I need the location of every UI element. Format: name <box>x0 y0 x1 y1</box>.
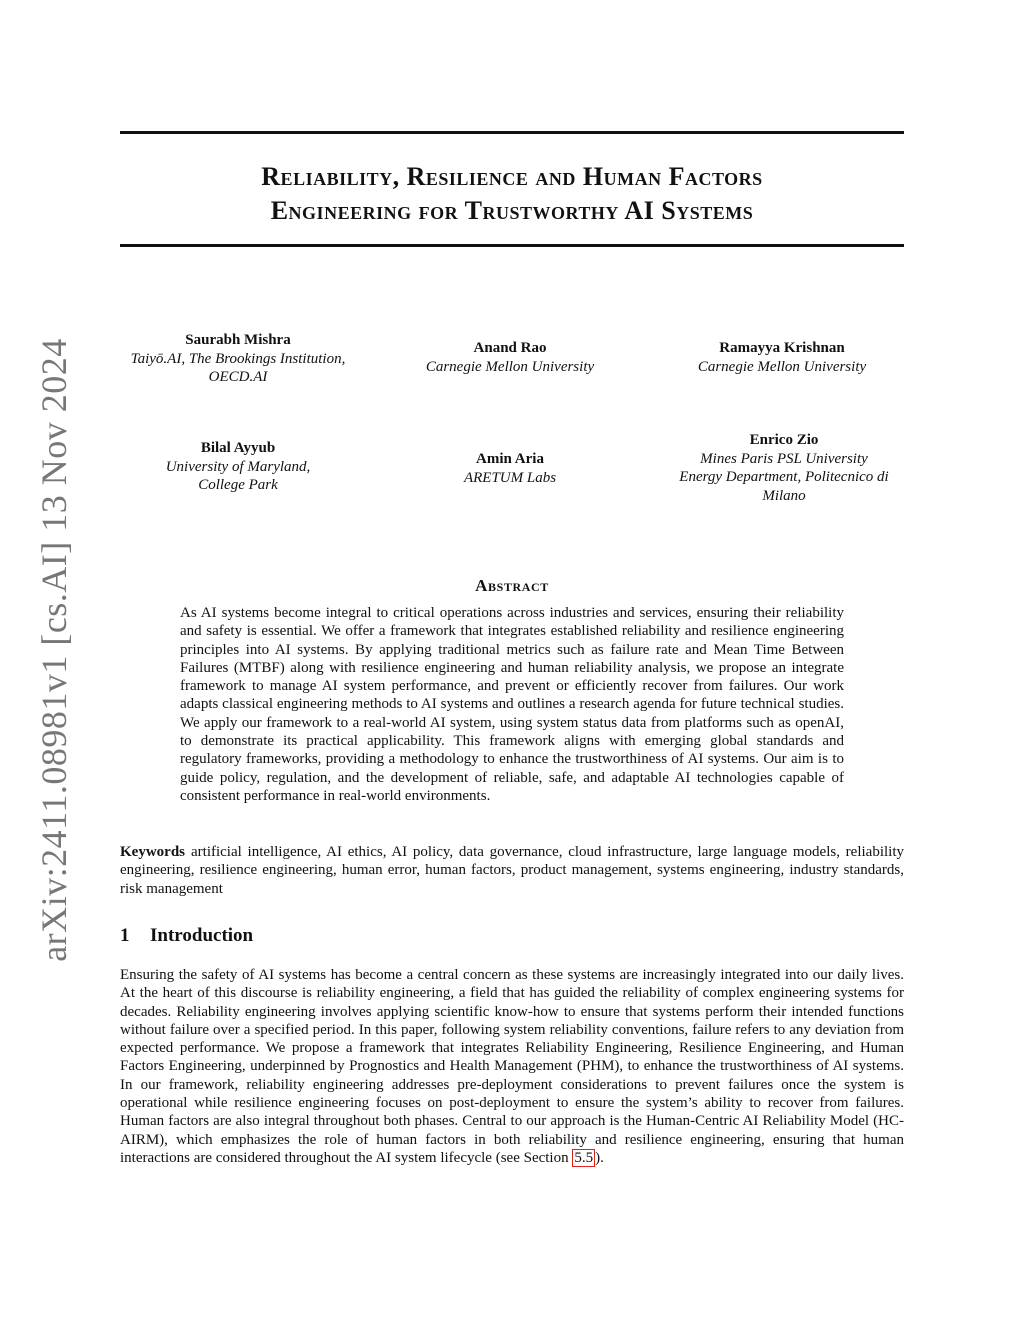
keywords-text: artificial intelligence, AI ethics, AI policy, data governance, cloud infrastructure, large language models, reliability engineering, resilience engineering, human error, human factors, product management, systems engineering, industry standards, risk management <box>120 844 904 897</box>
title-rule-top <box>120 131 904 134</box>
intro-text: Ensuring the safety of AI systems has become a central concern as these systems are increasingly integrated into our daily lives. At the heart of this discourse is reliability engineering, a field that has guided the reliability of complex engineering systems for decades. Reliability engineering involves applying scientific know-how to ensure that systems perform their intended functions without failure over a specified period. In this paper, following system reliability conventions, failure refers to any deviation from expected performance. We propose a framework that integrates Reliability Engineering, Resilience Engineering, and Human Factors Engineering, underpinned by Prognostics and Health Management (PHM), to enhance the trustworthiness of AI systems. In our framework, reliability engineering addresses pre-deployment considerations to prevent failures once the system is operational while resilience engineering focuses on post-deployment to ensure the system’s ability to recover from failures. Human factors are also integral throughout both phases. Central to our approach is the Human-Centric AI Reliability Model (HC-AIRM), which emphasizes the role of human factors in both reliability and resilience engineering, ensuring that human interactions are considered throughout the AI system lifecycle (see Section <box>120 967 904 1166</box>
section-title: Introduction <box>150 925 254 946</box>
author-affiliation: Carnegie Mellon University <box>425 358 595 375</box>
author-affiliation: Carnegie Mellon University <box>697 358 867 375</box>
author-block <box>400 450 620 487</box>
introduction-paragraph <box>120 966 904 1167</box>
author-name: Saurabh Mishra <box>185 332 291 348</box>
author-block <box>116 331 360 387</box>
keywords <box>120 843 904 898</box>
section-number: 1 <box>120 925 130 946</box>
author-block <box>658 431 910 505</box>
author-block <box>668 339 896 376</box>
author-name: Bilal Ayyub <box>200 440 276 456</box>
author-name: Anand Rao <box>473 340 547 356</box>
author-affiliation: Mines Paris PSL University <box>700 450 868 467</box>
section-heading <box>120 925 253 947</box>
author-affiliation: ARETUM Labs <box>463 469 557 486</box>
keywords-label: Keywords <box>120 844 185 860</box>
author-block <box>400 339 620 376</box>
title-rule-bottom <box>120 244 904 247</box>
author-name: Enrico Zio <box>749 432 819 448</box>
arxiv-identifier[interactable]: arXiv:2411.08981v1 [cs.AI] 13 Nov 2024 <box>34 338 74 962</box>
author-name: Ramayya Krishnan <box>719 340 845 356</box>
author-affiliation: Energy Department, Politecnico di <box>679 469 889 485</box>
author-affiliation: Taiyō.AI, The Brookings Institution, <box>130 350 346 367</box>
author-affiliation: Milano <box>762 487 806 504</box>
section-reference-link[interactable]: 5.5 <box>574 1149 594 1166</box>
paper-title <box>120 160 904 228</box>
author-block <box>116 439 360 495</box>
author-affiliation: University of Maryland, <box>165 458 311 475</box>
intro-text-end: ). <box>595 1149 604 1166</box>
author-name: Amin Aria <box>476 451 544 467</box>
author-affiliation: OECD.AI <box>208 369 268 385</box>
paper-title-line-2: Engineering for Trustworthy AI Systems <box>270 196 754 225</box>
abstract-heading: Abstract <box>475 576 549 595</box>
paper-title-line-1: Reliability, Resilience and Human Factors <box>261 162 763 191</box>
abstract-text: As AI systems become integral to critical operations across industries and services, ensuring their reliability and safety is essential. We offer a framework that integrates established reliability and resilience engineering principles into AI systems. By applying traditional metrics such as failure rate and Mean Time Between Failures (MTBF) along with resilience engineering and human reliability analysis, we propose an integrate framework to manage AI system performance, and prevent or efficiently recover from failures. Our work adapts classical engineering methods to AI systems and outlines a research agenda for future technical studies. We apply our framework to a real-world AI system, using system status data from platforms such as openAI, to demonstrate its practical applicability. This framework aligns with emerging global standards and regulatory frameworks, providing a methodology to enhance the trustworthiness of AI systems. Our aim is to guide policy, regulation, and the development of reliable, safe, and adaptable AI technologies capable of consistent performance in real-world environments. <box>180 605 844 804</box>
author-affiliation: College Park <box>198 477 278 493</box>
